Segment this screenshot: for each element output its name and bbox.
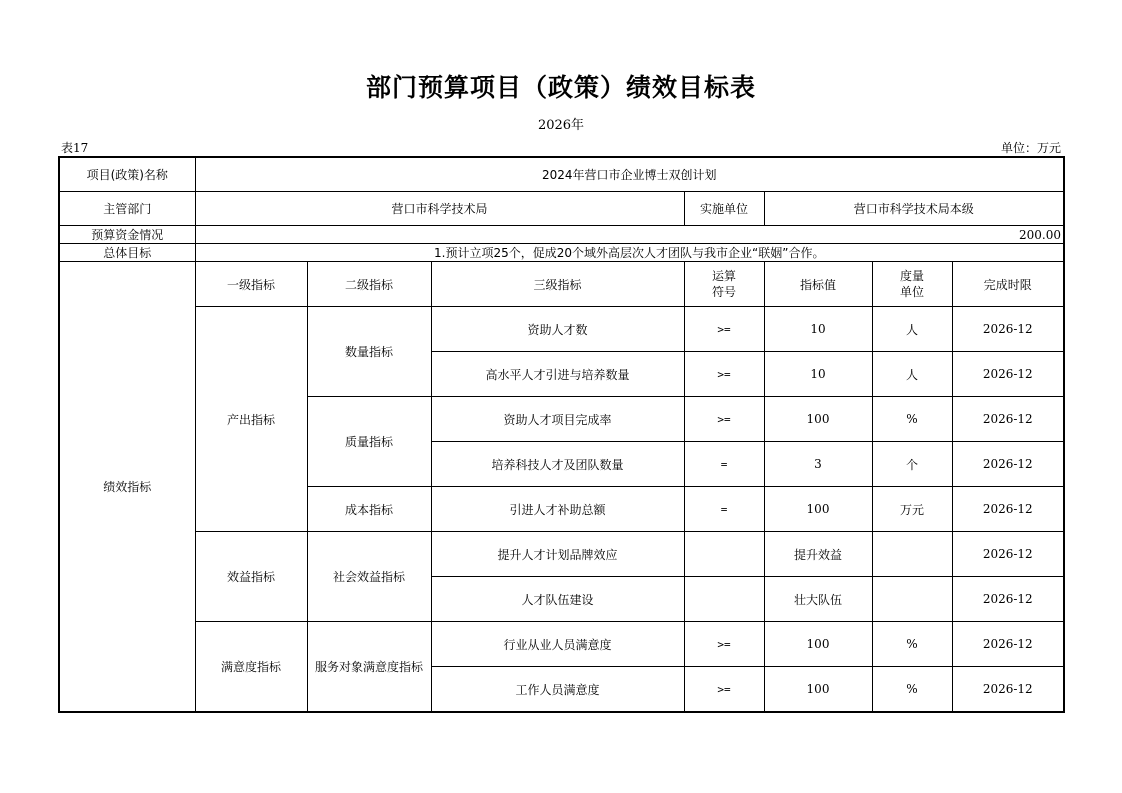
performance-indicator-label: 绩效指标 [59, 262, 195, 713]
level3-indicator: 资助人才项目完成率 [431, 397, 684, 442]
level2-indicator: 社会效益指标 [307, 532, 431, 622]
column-header: 一级指标 [195, 262, 307, 307]
level3-indicator: 高水平人才引进与培养数量 [431, 352, 684, 397]
indicator-value: 10 [764, 352, 872, 397]
budget-row [59, 226, 1064, 244]
indicator-value: 壮大队伍 [764, 577, 872, 622]
deadline: 2026-12 [952, 442, 1064, 487]
level1-indicator: 效益指标 [195, 532, 307, 622]
level3-indicator: 培养科技人才及团队数量 [431, 442, 684, 487]
measure-unit: % [872, 622, 952, 667]
level2-indicator: 服务对象满意度指标 [307, 622, 431, 713]
level1-indicator: 产出指标 [195, 307, 307, 532]
deadline: 2026-12 [952, 487, 1064, 532]
deadline: 2026-12 [952, 622, 1064, 667]
level3-indicator: 提升人才计划品牌效应 [431, 532, 684, 577]
level3-indicator: 行业从业人员满意度 [431, 622, 684, 667]
level3-indicator: 工作人员满意度 [431, 667, 684, 713]
operator: >= [684, 397, 764, 442]
indicator-value: 10 [764, 307, 872, 352]
level3-indicator: 资助人才数 [431, 307, 684, 352]
deadline: 2026-12 [952, 667, 1064, 713]
column-header: 指标值 [764, 262, 872, 307]
measure-unit: 个 [872, 442, 952, 487]
operator [684, 532, 764, 577]
deadline: 2026-12 [952, 307, 1064, 352]
overall-goal-row [59, 244, 1064, 262]
column-header: 三级指标 [431, 262, 684, 307]
table-row [59, 532, 1064, 577]
deadline: 2026-12 [952, 532, 1064, 577]
indicator-value: 100 [764, 667, 872, 713]
indicator-value: 3 [764, 442, 872, 487]
deadline: 2026-12 [952, 577, 1064, 622]
unit-label: 单位：万元 [1000, 141, 1061, 155]
indicator-value: 100 [764, 397, 872, 442]
budget-value: 200.00 [195, 226, 1064, 244]
implementing-unit-label: 实施单位 [684, 192, 764, 226]
indicator-value: 提升效益 [764, 532, 872, 577]
level2-indicator: 数量指标 [307, 307, 431, 397]
measure-unit [872, 532, 952, 577]
level2-indicator: 质量指标 [307, 397, 431, 487]
operator: >= [684, 307, 764, 352]
measure-unit [872, 577, 952, 622]
project-name-value: 2024年营口市企业博士双创计划 [195, 157, 1064, 192]
table-row [59, 307, 1064, 352]
deadline: 2026-12 [952, 352, 1064, 397]
page-title: 部门预算项目（政策）绩效目标表 [365, 73, 756, 102]
level3-indicator: 人才队伍建设 [431, 577, 684, 622]
performance-table [58, 156, 1065, 713]
operator: >= [684, 622, 764, 667]
department-row [59, 192, 1064, 226]
column-header: 完成时限 [952, 262, 1064, 307]
department-value: 营口市科学技术局 [195, 192, 684, 226]
measure-unit: % [872, 667, 952, 713]
operator: = [684, 442, 764, 487]
department-label: 主管部门 [59, 192, 195, 226]
column-header: 运算 符号 [684, 262, 764, 307]
indicator-value: 100 [764, 622, 872, 667]
project-name-row [59, 157, 1064, 192]
year-label: 2026年 [537, 118, 585, 133]
indicator-header-row [59, 262, 1064, 307]
operator: >= [684, 352, 764, 397]
measure-unit: 万元 [872, 487, 952, 532]
table-number: 表17 [61, 141, 89, 155]
measure-unit: 人 [872, 307, 952, 352]
table-row [59, 622, 1064, 667]
column-header: 二级指标 [307, 262, 431, 307]
overall-goal-value: 1.预计立项25个，促成20个域外高层次人才团队与我市企业“联姻”合作。 [195, 244, 1064, 262]
measure-unit: 人 [872, 352, 952, 397]
implementing-unit-value: 营口市科学技术局本级 [764, 192, 1064, 226]
level3-indicator: 引进人才补助总额 [431, 487, 684, 532]
operator: >= [684, 667, 764, 713]
level2-indicator: 成本指标 [307, 487, 431, 532]
budget-label: 预算资金情况 [59, 226, 195, 244]
overall-goal-label: 总体目标 [59, 244, 195, 262]
operator: = [684, 487, 764, 532]
project-name-label: 项目(政策)名称 [59, 157, 195, 192]
column-header: 度量 单位 [872, 262, 952, 307]
deadline: 2026-12 [952, 397, 1064, 442]
operator [684, 577, 764, 622]
level1-indicator: 满意度指标 [195, 622, 307, 713]
measure-unit: % [872, 397, 952, 442]
indicator-value: 100 [764, 487, 872, 532]
